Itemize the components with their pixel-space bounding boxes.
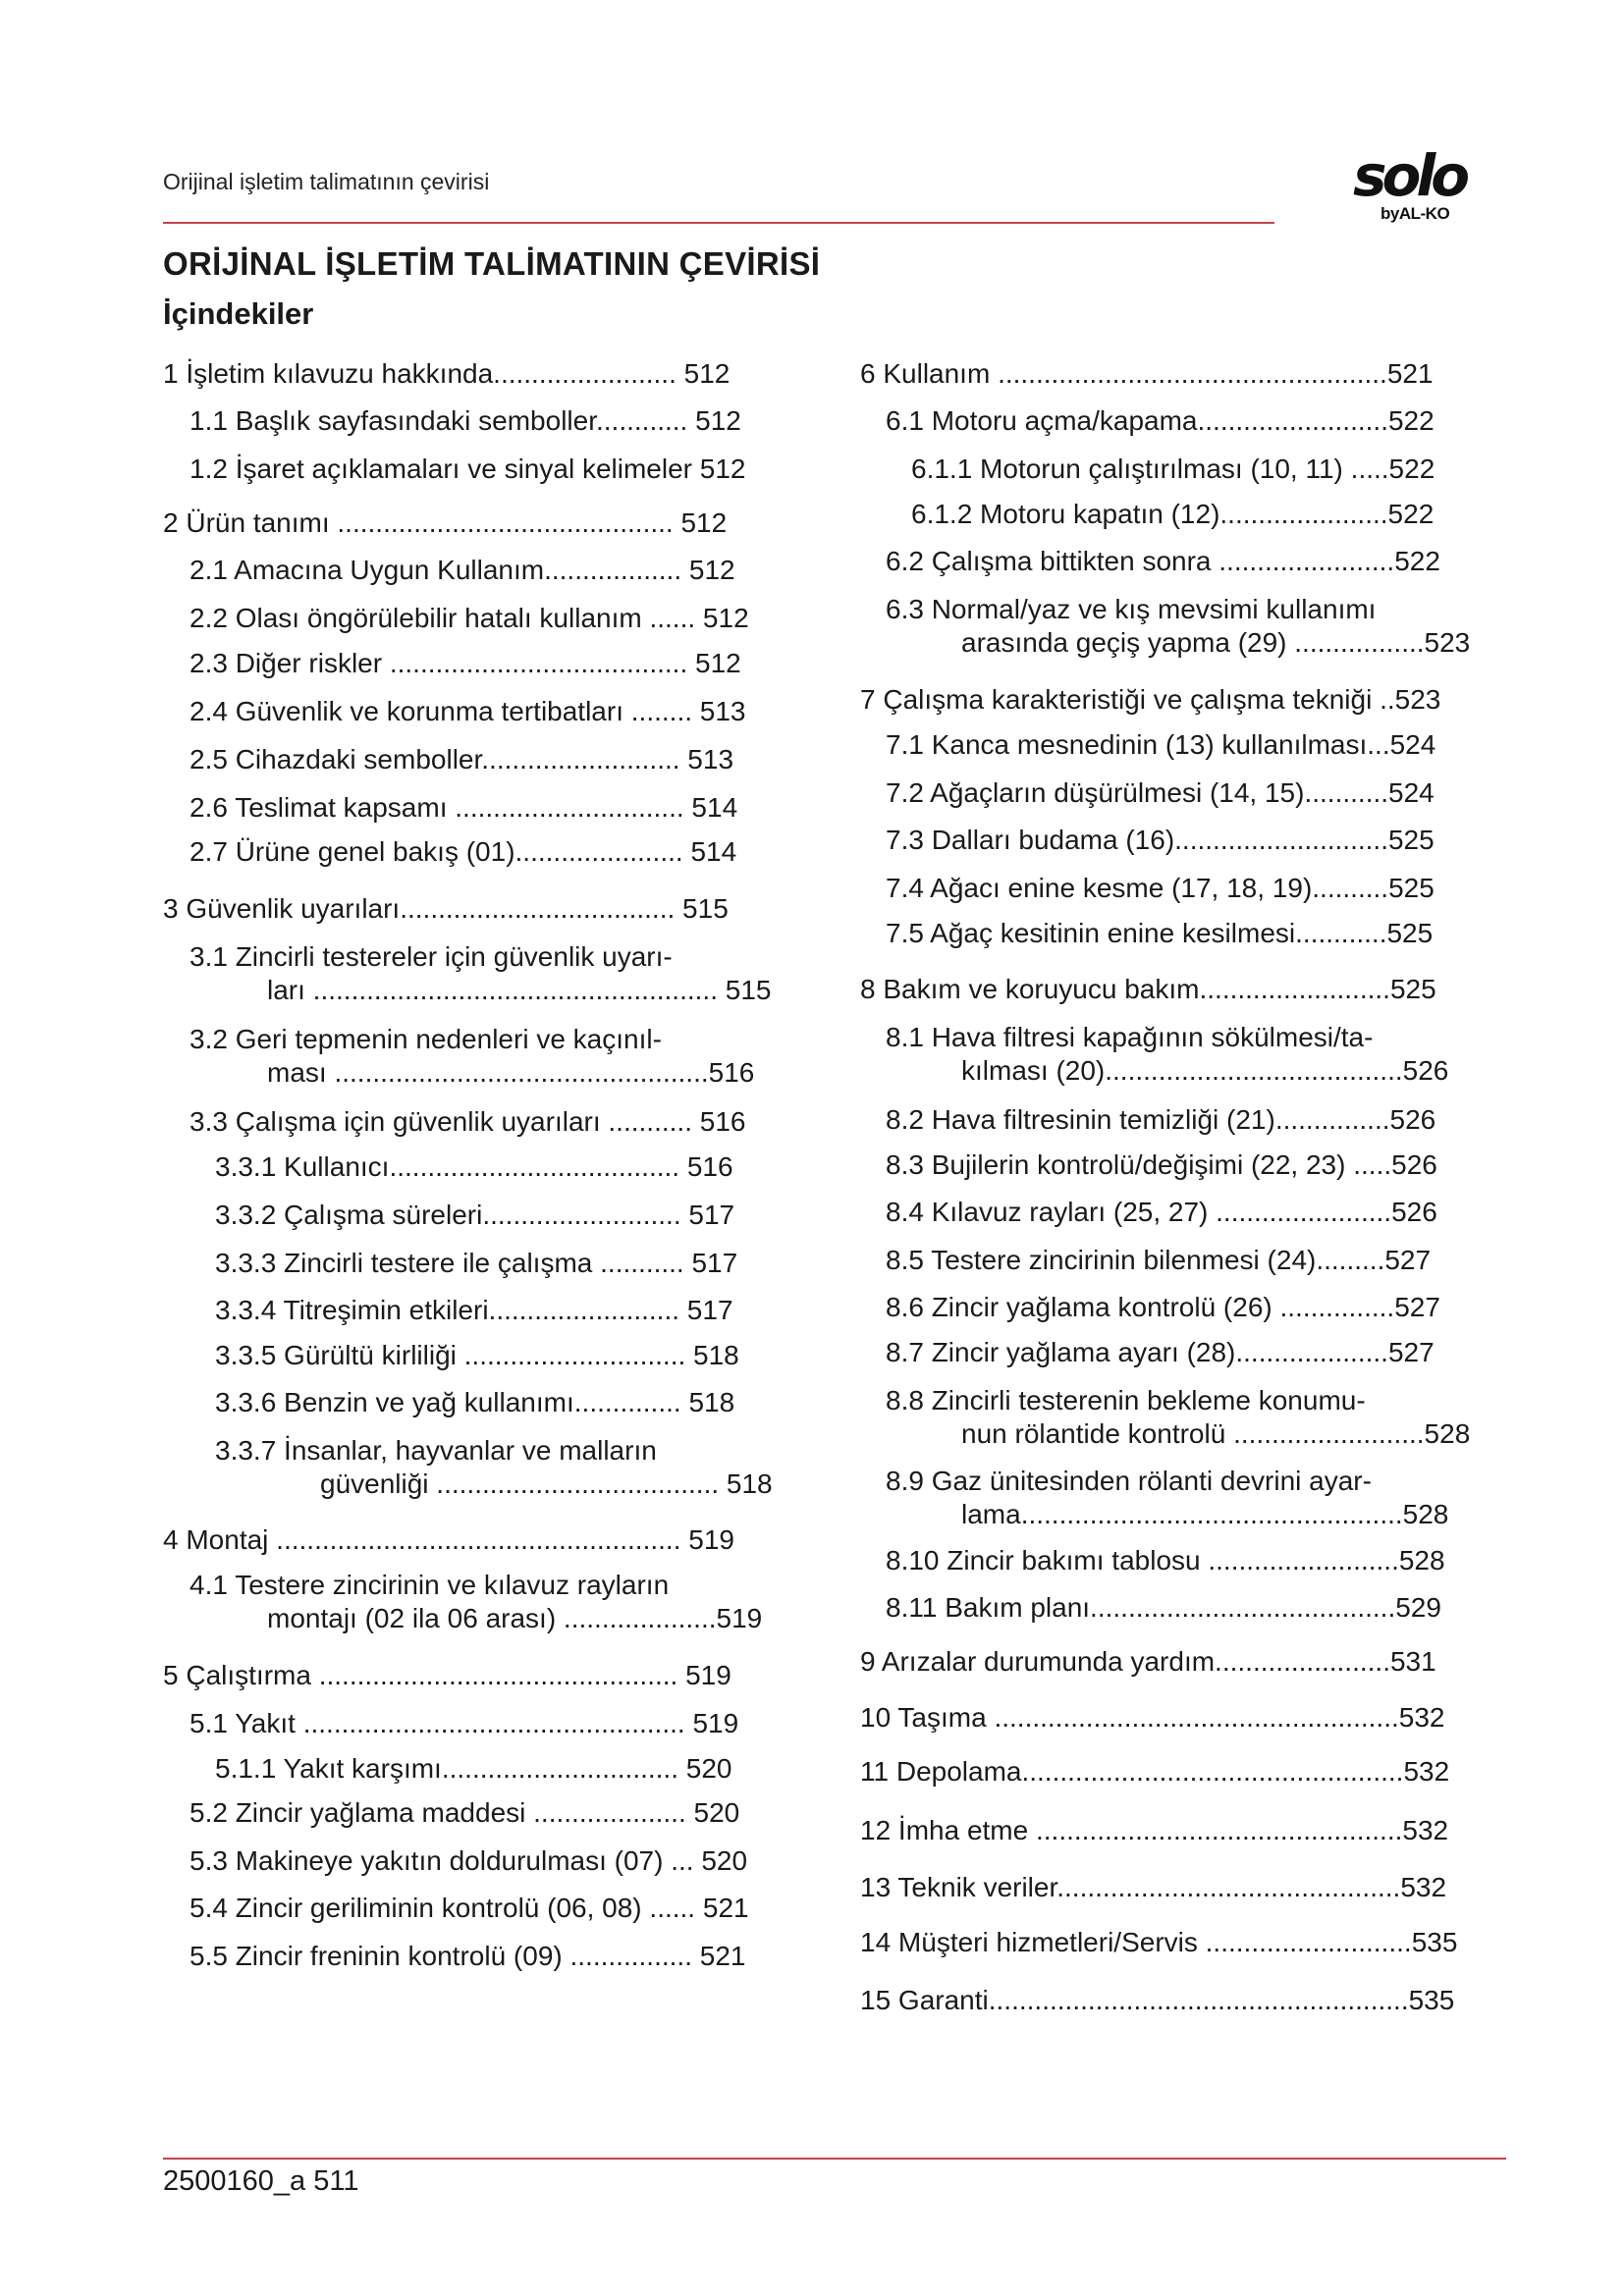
toc-entry[interactable]: 10 Taşıma .....................................................532 — [860, 1702, 1445, 1733]
logo-brand: AL-KO — [1398, 204, 1450, 223]
contents-heading: İçindekiler — [163, 296, 314, 331]
toc-entry[interactable]: 8 Bakım ve koruyucu bakım.........................525 — [860, 974, 1436, 1004]
toc-entry[interactable]: 14 Müşteri hizmetleri/Servis ...........................535 — [860, 1927, 1458, 1957]
toc-entry[interactable]: 6.1.2 Motoru kapatın (12)......................522 — [911, 499, 1435, 529]
toc-entry[interactable]: 8.10 Zincir bakımı tablosu .........................528 — [886, 1545, 1445, 1575]
document-title: ORİJİNAL İŞLETİM TALİMATININ ÇEVİRİSİ — [163, 245, 821, 282]
toc-entry[interactable]: 2.1 Amacına Uygun Kullanım.................. 512 — [189, 555, 735, 585]
header-divider — [163, 222, 1274, 224]
toc-entry[interactable]: 12 İmha etme ................................................532 — [860, 1815, 1449, 1845]
toc-entry[interactable]: 6 Kullanım ...................................................521 — [860, 358, 1434, 389]
toc-entry[interactable]: 6.1.1 Motorun çalıştırılması (10, 11) .....522 — [911, 454, 1435, 484]
toc-entry[interactable]: 5 Çalıştırma ............................................... 519 — [163, 1660, 731, 1690]
toc-entry[interactable]: 15 Garanti.......................................................535 — [860, 1985, 1455, 2015]
toc-entry[interactable]: 3.3.3 Zincirli testere ile çalışma ........... 517 — [215, 1248, 738, 1278]
toc-entry[interactable]: 8.8 Zincirli testerenin bekleme konumu- — [886, 1385, 1366, 1415]
toc-entry[interactable]: 5.1.1 Yakıt karşımı............................... 520 — [215, 1753, 732, 1784]
toc-entry[interactable]: 6.1 Motoru açma/kapama.........................522 — [886, 405, 1435, 436]
toc-entry[interactable]: 9 Arızalar durumunda yardım.......................531 — [860, 1646, 1436, 1677]
toc-entry[interactable]: 13 Teknik veriler.............................................532 — [860, 1872, 1447, 1902]
toc-entry[interactable]: 2 Ürün tanımı ............................................ 512 — [163, 507, 728, 538]
toc-entry[interactable]: 7 Çalışma karakteristiği ve çalışma tekniği ..523 — [860, 684, 1441, 715]
toc-entry[interactable]: 5.3 Makineye yakıtın doldurulması (07) ... 520 — [189, 1845, 748, 1876]
toc-entry-continuation[interactable]: kılması (20).......................................526 — [961, 1055, 1449, 1086]
toc-entry[interactable]: 5.1 Yakıt .................................................. 519 — [189, 1708, 739, 1738]
toc-entry[interactable]: 3.3 Çalışma için güvenlik uyarıları ........... 516 — [189, 1106, 746, 1137]
toc-entry[interactable]: 5.2 Zincir yağlama maddesi .................... 520 — [189, 1797, 740, 1828]
toc-entry-continuation[interactable]: arasında geçiş yapma (29) .................523 — [961, 627, 1471, 658]
toc-entry[interactable]: 3.3.7 İnsanlar, hayvanlar ve malların — [215, 1435, 657, 1466]
toc-entry[interactable]: 3 Güvenlik uyarıları.................................... 515 — [163, 893, 729, 924]
toc-entry[interactable]: 4 Montaj ..................................................... 519 — [163, 1524, 734, 1555]
toc-entry[interactable]: 1.2 İşaret açıklamaları ve sinyal kelimeler 512 — [189, 454, 746, 484]
toc-entry-continuation[interactable]: güvenliği ..................................... 518 — [320, 1468, 773, 1499]
toc-entry[interactable]: 2.4 Güvenlik ve korunma tertibatları ........ 513 — [189, 696, 746, 726]
toc-entry[interactable]: 8.3 Bujilerin kontrolü/değişimi (22, 23) .....526 — [886, 1149, 1437, 1180]
toc-entry[interactable]: 8.5 Testere zincirinin bilenmesi (24).........527 — [886, 1245, 1432, 1275]
toc-entry[interactable]: 8.2 Hava filtresinin temizliği (21)...............526 — [886, 1104, 1436, 1135]
running-title: Orijinal işletim talimatının çevirisi — [163, 169, 490, 194]
toc-entry[interactable]: 7.1 Kanca mesnedinin (13) kullanılması...524 — [886, 729, 1436, 760]
toc-entry-continuation[interactable]: nun rölantide kontrolü .........................528 — [961, 1418, 1471, 1449]
toc-entry[interactable]: 1 İşletim kılavuzu hakkında........................ 512 — [163, 358, 731, 389]
toc-entry[interactable]: 3.3.6 Benzin ve yağ kullanımı.............. 518 — [215, 1387, 735, 1417]
toc-entry[interactable]: 2.3 Diğer riskler ....................................... 512 — [189, 648, 741, 678]
footer-doc-code-page-number: 2500160_a 511 — [163, 2165, 359, 2197]
toc-entry[interactable]: 8.11 Bakım planı........................................529 — [886, 1592, 1441, 1623]
toc-entry[interactable]: 2.6 Teslimat kapsamı .............................. 514 — [189, 792, 738, 823]
toc-entry-continuation[interactable]: ması .................................................516 — [267, 1057, 755, 1088]
toc-entry[interactable]: 8.9 Gaz ünitesinden rölanti devrini ayar- — [886, 1466, 1372, 1496]
toc-entry-continuation[interactable]: ları ..................................................... 515 — [267, 975, 772, 1005]
toc-entry[interactable]: 11 Depolama..................................................532 — [860, 1756, 1450, 1787]
toc-entry[interactable]: 8.4 Kılavuz rayları (25, 27) .......................526 — [886, 1197, 1437, 1227]
toc-entry[interactable]: 8.1 Hava filtresi kapağının sökülmesi/ta- — [886, 1022, 1374, 1052]
toc-entry-continuation[interactable]: montajı (02 ila 06 arası) ....................519 — [267, 1603, 763, 1633]
toc-entry[interactable]: 5.4 Zincir geriliminin kontrolü (06, 08) ...... 521 — [189, 1893, 749, 1923]
toc-entry[interactable]: 3.2 Geri tepmenin nedenleri ve kaçınıl- — [189, 1024, 662, 1054]
toc-entry[interactable]: 8.7 Zincir yağlama ayarı (28)....................527 — [886, 1337, 1435, 1367]
toc-entry[interactable]: 3.3.2 Çalışma süreleri.......................... 517 — [215, 1200, 735, 1230]
solo-alko-logo — [1353, 142, 1481, 226]
toc-entry[interactable]: 2.5 Cihazdaki semboller.......................... 513 — [189, 744, 734, 774]
footer-divider — [163, 2158, 1506, 2160]
toc-entry[interactable]: 7.2 Ağaçların düşürülmesi (14, 15)...........524 — [886, 777, 1435, 808]
logo-byline — [1380, 204, 1449, 224]
logo-wordmark: solo — [1353, 142, 1466, 209]
toc-entry[interactable]: 2.2 Olası öngörülebilir hatalı kullanım ...... 512 — [189, 603, 749, 633]
toc-entry-continuation[interactable]: lama..................................................528 — [961, 1499, 1449, 1529]
toc-entry[interactable]: 7.4 Ağacı enine kesme (17, 18, 19)..........525 — [886, 873, 1435, 903]
logo-by: by — [1380, 204, 1399, 223]
toc-entry[interactable]: 4.1 Testere zincirinin ve kılavuz rayların — [189, 1570, 670, 1600]
toc-entry[interactable]: 3.3.4 Titreşimin etkileri......................... 517 — [215, 1295, 733, 1325]
toc-entry[interactable]: 1.1 Başlık sayfasındaki semboller............ 512 — [189, 405, 741, 436]
toc-entry[interactable]: 3.3.1 Kullanıcı...................................... 516 — [215, 1151, 733, 1182]
toc-entry[interactable]: 6.3 Normal/yaz ve kış mevsimi kullanımı — [886, 594, 1377, 624]
toc-entry[interactable]: 5.5 Zincir freninin kontrolü (09) ................ 521 — [189, 1941, 746, 1971]
toc-entry[interactable]: 7.5 Ağaç kesitinin enine kesilmesi............525 — [886, 918, 1434, 948]
toc-entry[interactable]: 2.7 Ürüne genel bakış (01)...................... 514 — [189, 836, 737, 867]
toc-entry[interactable]: 3.1 Zincirli testereler için güvenlik uyarı- — [189, 941, 673, 972]
toc-entry[interactable]: 8.6 Zincir yağlama kontrolü (26) ...............527 — [886, 1292, 1440, 1322]
toc-entry[interactable]: 3.3.5 Gürültü kirliliği ............................. 518 — [215, 1340, 739, 1370]
toc-entry[interactable]: 6.2 Çalışma bittikten sonra .......................522 — [886, 546, 1440, 576]
toc-entry[interactable]: 7.3 Dalları budama (16)............................525 — [886, 825, 1435, 855]
